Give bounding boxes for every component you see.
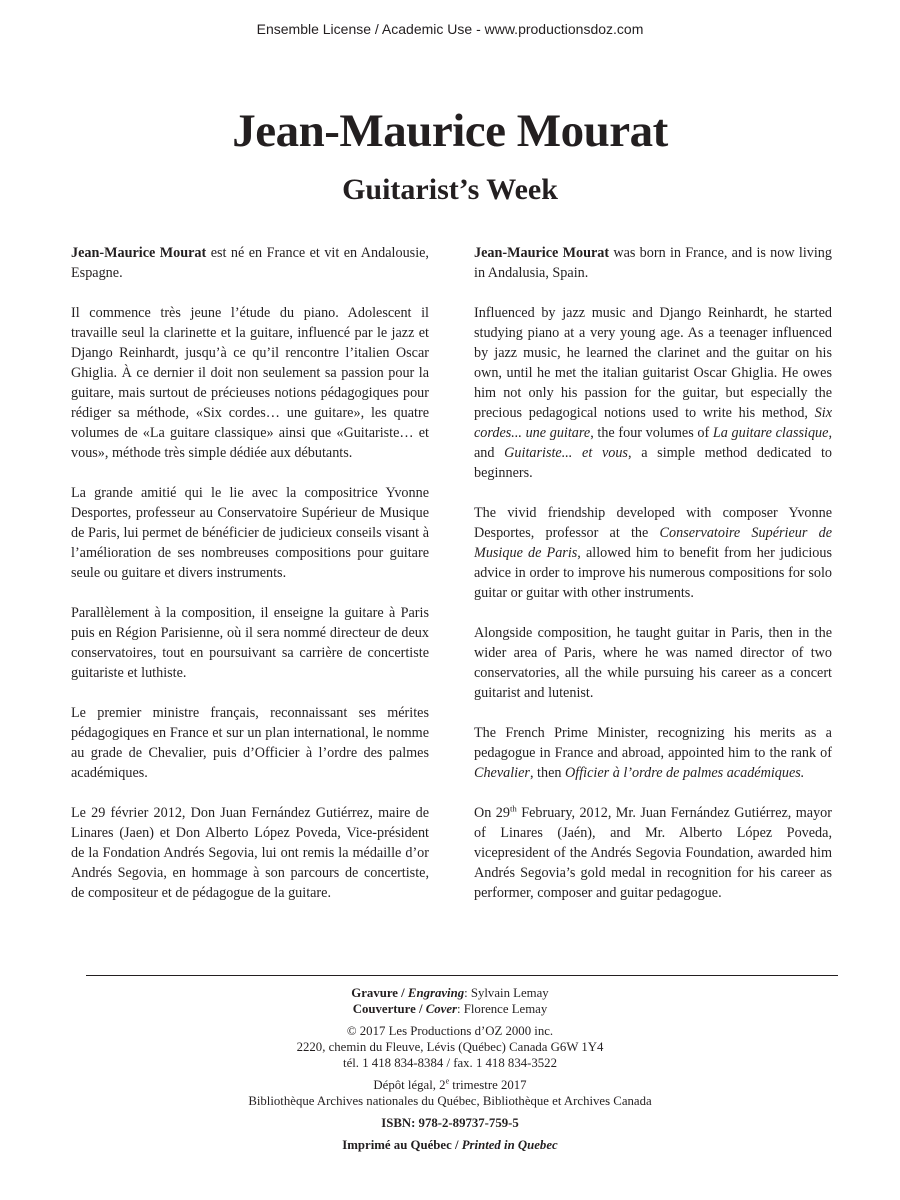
footer-divider [86,975,838,976]
fr-paragraph-2: Il commence très jeune l’étude du piano. Adolescent il travaille seul la clarinette et la guitare, influencé par le jazz et Django Reinhardt, jusqu’à ce qu’il rencontre l’italien Oscar Ghiglia. À ce dernier il doit non seulement sa passion pour la guitare, mais surtout de précieuses notions pédagogiques pour rédiger sa méthode, «Six cordes… une guitare», les quatre volumes de «La guitare classique» ainsi que «Guitariste… et vous», méthode très simple dédiée aux débutants. [71,305,429,461]
en-paragraph-1: Jean-Maurice Mourat was born in France, and is now living in Andalusia, Spain. [474,245,832,281]
french-column [71,243,429,923]
license-notice: Ensemble License / Academic Use - www.productionsdoz.com [256,21,644,37]
en-author-name: Jean-Maurice Mourat [474,245,610,261]
engraving-credit: Gravure / Engraving: Sylvain Lemay [351,986,549,1000]
fr-paragraph-3: La grande amitié qui le lie avec la compositrice Yvonne Desportes, professeur au Conservatoire Supérieur de Musique de Paris, lui permet de bénéficier de judicieux conseils visant à l’amélioration de ses nombreuses compositions pour guitare seule ou guitare et divers instruments. [71,485,429,581]
page-subtitle: Guitarist’s Week [342,173,558,206]
isbn: ISBN: 978-2-89737-759-5 [381,1116,519,1130]
cover-credit: Couverture / Cover: Florence Lemay [352,1002,548,1016]
en-paragraph-4: Alongside composition, he taught guitar in Paris, then in the wider area of Paris, where he was named director of two conservatories, all the while pursuing his career as a concert guitarist and lutenist. [474,625,832,701]
english-column [474,243,832,923]
en-paragraph-6: On 29th February, 2012, Mr. Juan Fernández Gutiérrez, mayor of Linares (Jaén), and Mr. Alberto López Poveda, vicepresident of the Andrés Segovia Foundation, awarded him Andrés Segovia’s gold medal in recognition for his career as performer, composer and guitar pedagogue. [474,803,833,901]
copyright: © 2017 Les Productions d’OZ 2000 inc. [346,1024,554,1038]
en-paragraph-2: Influenced by jazz music and Django Reinhardt, he started studying piano at a very young age. As a teenager influenced by jazz music, he learned the clarinet and the guitar on his own, until he met the italian guitarist Oscar Ghiglia. He owes him not only his passion for the guitar, but especially the precious pedagogical notions used to write his method, Six cordes... une guitare, the four volumes of La guitare classique, and Guitariste... et vous, a simple method dedicated to beginners. [474,305,832,481]
en-paragraph-3: The vivid friendship developed with composer Yvonne Desportes, professor at the Conservatoire Supérieur de Musique de Paris, allowed him to benefit from her judicious advice in order to improve his numerous compositions for solo guitar or guitar with other instruments. [474,505,832,601]
page-title: Jean-Maurice Mourat [232,105,668,157]
fr-author-name: Jean-Maurice Mourat [71,245,207,261]
publisher-phone: tél. 1 418 834-8384 / fax. 1 418 834-3522 [343,1056,557,1070]
fr-paragraph-4: Parallèlement à la composition, il enseigne la guitare à Paris puis en Région Parisienne, où il sera nommé directeur de deux conservatoires, tout en poursuivant sa carrière de concertiste guitariste et luthiste. [71,605,429,681]
printed-in: Imprimé au Québec / Printed in Quebec [342,1138,558,1152]
fr-paragraph-1: Jean-Maurice Mourat est né en France et vit en Andalousie, Espagne. [71,245,429,281]
libraries: Bibliothèque Archives nationales du Québec, Bibliothèque et Archives Canada [248,1094,652,1108]
fr-paragraph-5: Le premier ministre français, reconnaissant ses mérites pédagogiques en France et sur un plan international, le nomme au grade de Chevalier, puis d’Officier à l’ordre des palmes académiques. [71,705,429,781]
en-paragraph-5: The French Prime Minister, recognizing his merits as a pedagogue in France and abroad, appointed him to the rank of Chevalier, then Officier à l’ordre de palmes académiques. [474,725,832,781]
fr-paragraph-6: Le 29 février 2012, Don Juan Fernández Gutiérrez, maire de Linares (Jaen) et Don Alberto López Poveda, Vice-président de la Fondation Andrés Segovia, lui ont remis la médaille d’or Andrés Segovia, en hommage à son parcours de concertiste, de compositeur et de pédagogue de la guitare. [71,805,429,901]
legal-deposit: Dépôt légal, 2e trimestre 2017 [373,1076,527,1092]
colophon [0,985,900,1153]
publisher-address: 2220, chemin du Fleuve, Lévis (Québec) Canada G6W 1Y4 [296,1040,604,1054]
